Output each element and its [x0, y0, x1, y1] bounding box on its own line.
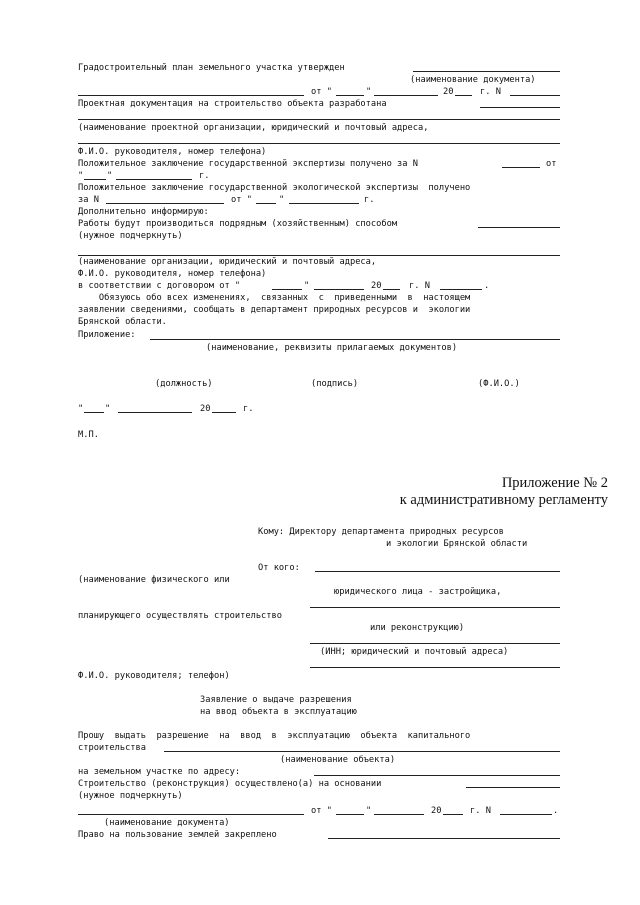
state-expertise-year-g: г.: [199, 171, 210, 181]
contract-year-prefix: 20: [371, 281, 382, 291]
applicant-caption-1: (наименование физического или: [78, 575, 230, 585]
from-label: От кого:: [258, 563, 300, 573]
additional-info-label: Дополнительно информирую:: [78, 207, 209, 217]
urban-plan-number-label: г. N: [480, 87, 501, 97]
basis-doc-period: .: [553, 806, 559, 816]
applicant-inn-field[interactable]: [310, 643, 560, 644]
signature-caption: (подпись): [311, 379, 359, 389]
land-right-label: Право на пользование землей закреплено: [78, 830, 277, 840]
inn-caption: (ИНН; юридический и почтовый адреса): [320, 647, 509, 657]
contractor-org-caption: (наименование организации, юридический и почтовый адреса,: [78, 257, 377, 267]
eco-expertise-number-field[interactable]: [106, 203, 224, 204]
urban-plan-label: Градостроительный план земельного участка утвержден: [78, 63, 345, 73]
urban-plan-number-field[interactable]: [510, 95, 560, 96]
contract-year-field[interactable]: [383, 289, 400, 290]
eco-expertise-year-g: г.: [364, 195, 375, 205]
head-phone-caption-3: Ф.И.О. руководителя; телефон): [78, 671, 230, 681]
basis-doc-caption: (наименование документа): [104, 818, 230, 828]
applicant-field-1[interactable]: [310, 607, 560, 608]
addressee-line-1: Кому: Директору департамента природных ресурсов: [258, 527, 504, 537]
appendix-regulation: к административному регламенту: [399, 492, 608, 508]
basis-doc-year-field[interactable]: [443, 814, 463, 815]
attachment-caption: (наименование, реквизиты прилагаемых документов): [206, 343, 458, 353]
sign-date-month-field[interactable]: [118, 412, 192, 413]
request-line-1: Прошу выдать разрешение на ввод в эксплуатацию объекта капитального: [78, 731, 471, 741]
address-label: на земельном участке по адресу:: [78, 767, 241, 777]
contract-period: .: [484, 281, 490, 291]
works-method-field[interactable]: [478, 227, 560, 228]
applicant-head-field[interactable]: [310, 667, 560, 668]
state-expertise-ot: от: [546, 159, 557, 169]
state-expertise-month-field[interactable]: [116, 179, 192, 180]
request-line-2: строительства: [78, 743, 146, 753]
sign-date-open: ": [78, 404, 84, 414]
from-field[interactable]: [315, 571, 560, 572]
sign-date-day-field[interactable]: [84, 412, 104, 413]
state-expertise-date-open: ": [78, 171, 84, 181]
urban-plan-field[interactable]: [413, 71, 560, 72]
obligation-line-3: Брянской области.: [78, 317, 167, 327]
address-field[interactable]: [314, 775, 560, 776]
full-name-caption: (Ф.И.О.): [478, 379, 520, 389]
underline-needed-caption-2: (нужное подчеркнуть): [78, 791, 183, 801]
addressee-line-2: и экологии Брянской области: [386, 539, 528, 549]
obligation-line-1: Обязуюсь обо всех изменениях, связанных с приведенными в настоящем: [78, 293, 471, 303]
attachment-label: Приложение:: [78, 330, 136, 340]
urban-plan-doc-field[interactable]: [78, 95, 304, 96]
contract-quote: ": [304, 281, 310, 291]
eco-expertise-number-label: за N: [78, 195, 99, 205]
construction-basis-label: Строительство (реконструкция) осуществлено(а) на основании: [78, 779, 382, 789]
basis-doc-field[interactable]: [78, 814, 304, 815]
urban-plan-day-field[interactable]: [336, 95, 364, 96]
eco-expertise-quote: ": [279, 195, 285, 205]
seal-label: М.П.: [78, 430, 99, 440]
object-name-caption: (наименование объекта): [280, 755, 396, 765]
contract-number-label: г. N: [409, 281, 430, 291]
basis-doc-month-field[interactable]: [374, 814, 424, 815]
basis-doc-number-label: г. N: [470, 806, 491, 816]
state-expertise-number-field[interactable]: [502, 167, 540, 168]
state-expertise-day-field[interactable]: [84, 179, 106, 180]
applicant-caption-2: юридического лица - застройщика,: [334, 587, 502, 597]
eco-expertise-label: Положительное заключение государственной экологической экспертизы получено: [78, 183, 471, 193]
basis-doc-ot: от ": [311, 806, 332, 816]
state-expertise-label: Положительное заключение государственной экспертизы получено за N: [78, 159, 418, 169]
urban-plan-ot: от ": [311, 87, 332, 97]
eco-expertise-month-field[interactable]: [289, 203, 359, 204]
urban-plan-year-prefix: 20: [443, 87, 454, 97]
basis-doc-year-prefix: 20: [431, 806, 442, 816]
attachment-field[interactable]: [150, 339, 560, 340]
appendix-number: Приложение № 2: [501, 475, 608, 491]
eco-expertise-ot: от ": [231, 195, 252, 205]
works-method-label: Работы будут производиться подрядным (хозяйственным) способом: [78, 219, 398, 229]
land-right-field[interactable]: [328, 838, 560, 839]
position-caption: (должность): [155, 379, 213, 389]
project-docs-field[interactable]: [480, 107, 560, 108]
project-docs-label: Проектная документация на строительство объекта разработана: [78, 99, 387, 109]
urban-plan-month-field[interactable]: [374, 95, 438, 96]
obligation-line-2: заявлении сведениями, сообщать в департамент природных ресурсов и экологии: [78, 305, 471, 315]
contract-label: в соответствии с договором от ": [78, 281, 241, 291]
head-phone-caption-2: Ф.И.О. руководителя, номер телефона): [78, 269, 267, 279]
applicant-caption-4: или реконструкцию): [370, 623, 465, 633]
doc-name-caption: (наименование документа): [410, 75, 536, 85]
sign-date-year-field[interactable]: [212, 412, 236, 413]
project-org-caption: (наименование проектной организации, юридический и почтовый адреса,: [78, 123, 429, 133]
basis-doc-day-field[interactable]: [336, 814, 364, 815]
state-expertise-date-close: ": [107, 171, 113, 181]
object-name-field[interactable]: [164, 751, 560, 752]
urban-plan-quote: ": [366, 87, 372, 97]
application-title-1: Заявление о выдаче разрешения: [200, 695, 352, 705]
head-phone-caption-1: Ф.И.О. руководителя, номер телефона): [78, 147, 267, 157]
construction-basis-field[interactable]: [466, 787, 560, 788]
eco-expertise-day-field[interactable]: [256, 203, 276, 204]
sign-date-close: ": [105, 404, 111, 414]
contract-month-field[interactable]: [314, 289, 364, 290]
project-org-field[interactable]: [78, 119, 560, 120]
basis-doc-quote: ": [366, 806, 372, 816]
sign-date-g: г.: [243, 404, 254, 414]
project-org-field-2[interactable]: [78, 143, 560, 144]
urban-plan-year-field[interactable]: [455, 95, 472, 96]
contract-number-field[interactable]: [440, 289, 482, 290]
underline-needed-caption-1: (нужное подчеркнуть): [78, 231, 183, 241]
basis-doc-number-field[interactable]: [500, 814, 552, 815]
sign-date-year-prefix: 20: [200, 404, 211, 414]
applicant-caption-3: планирующего осуществлять строительство: [78, 611, 282, 621]
contract-day-field[interactable]: [272, 289, 302, 290]
application-title-2: на ввод объекта в эксплуатацию: [200, 707, 357, 717]
